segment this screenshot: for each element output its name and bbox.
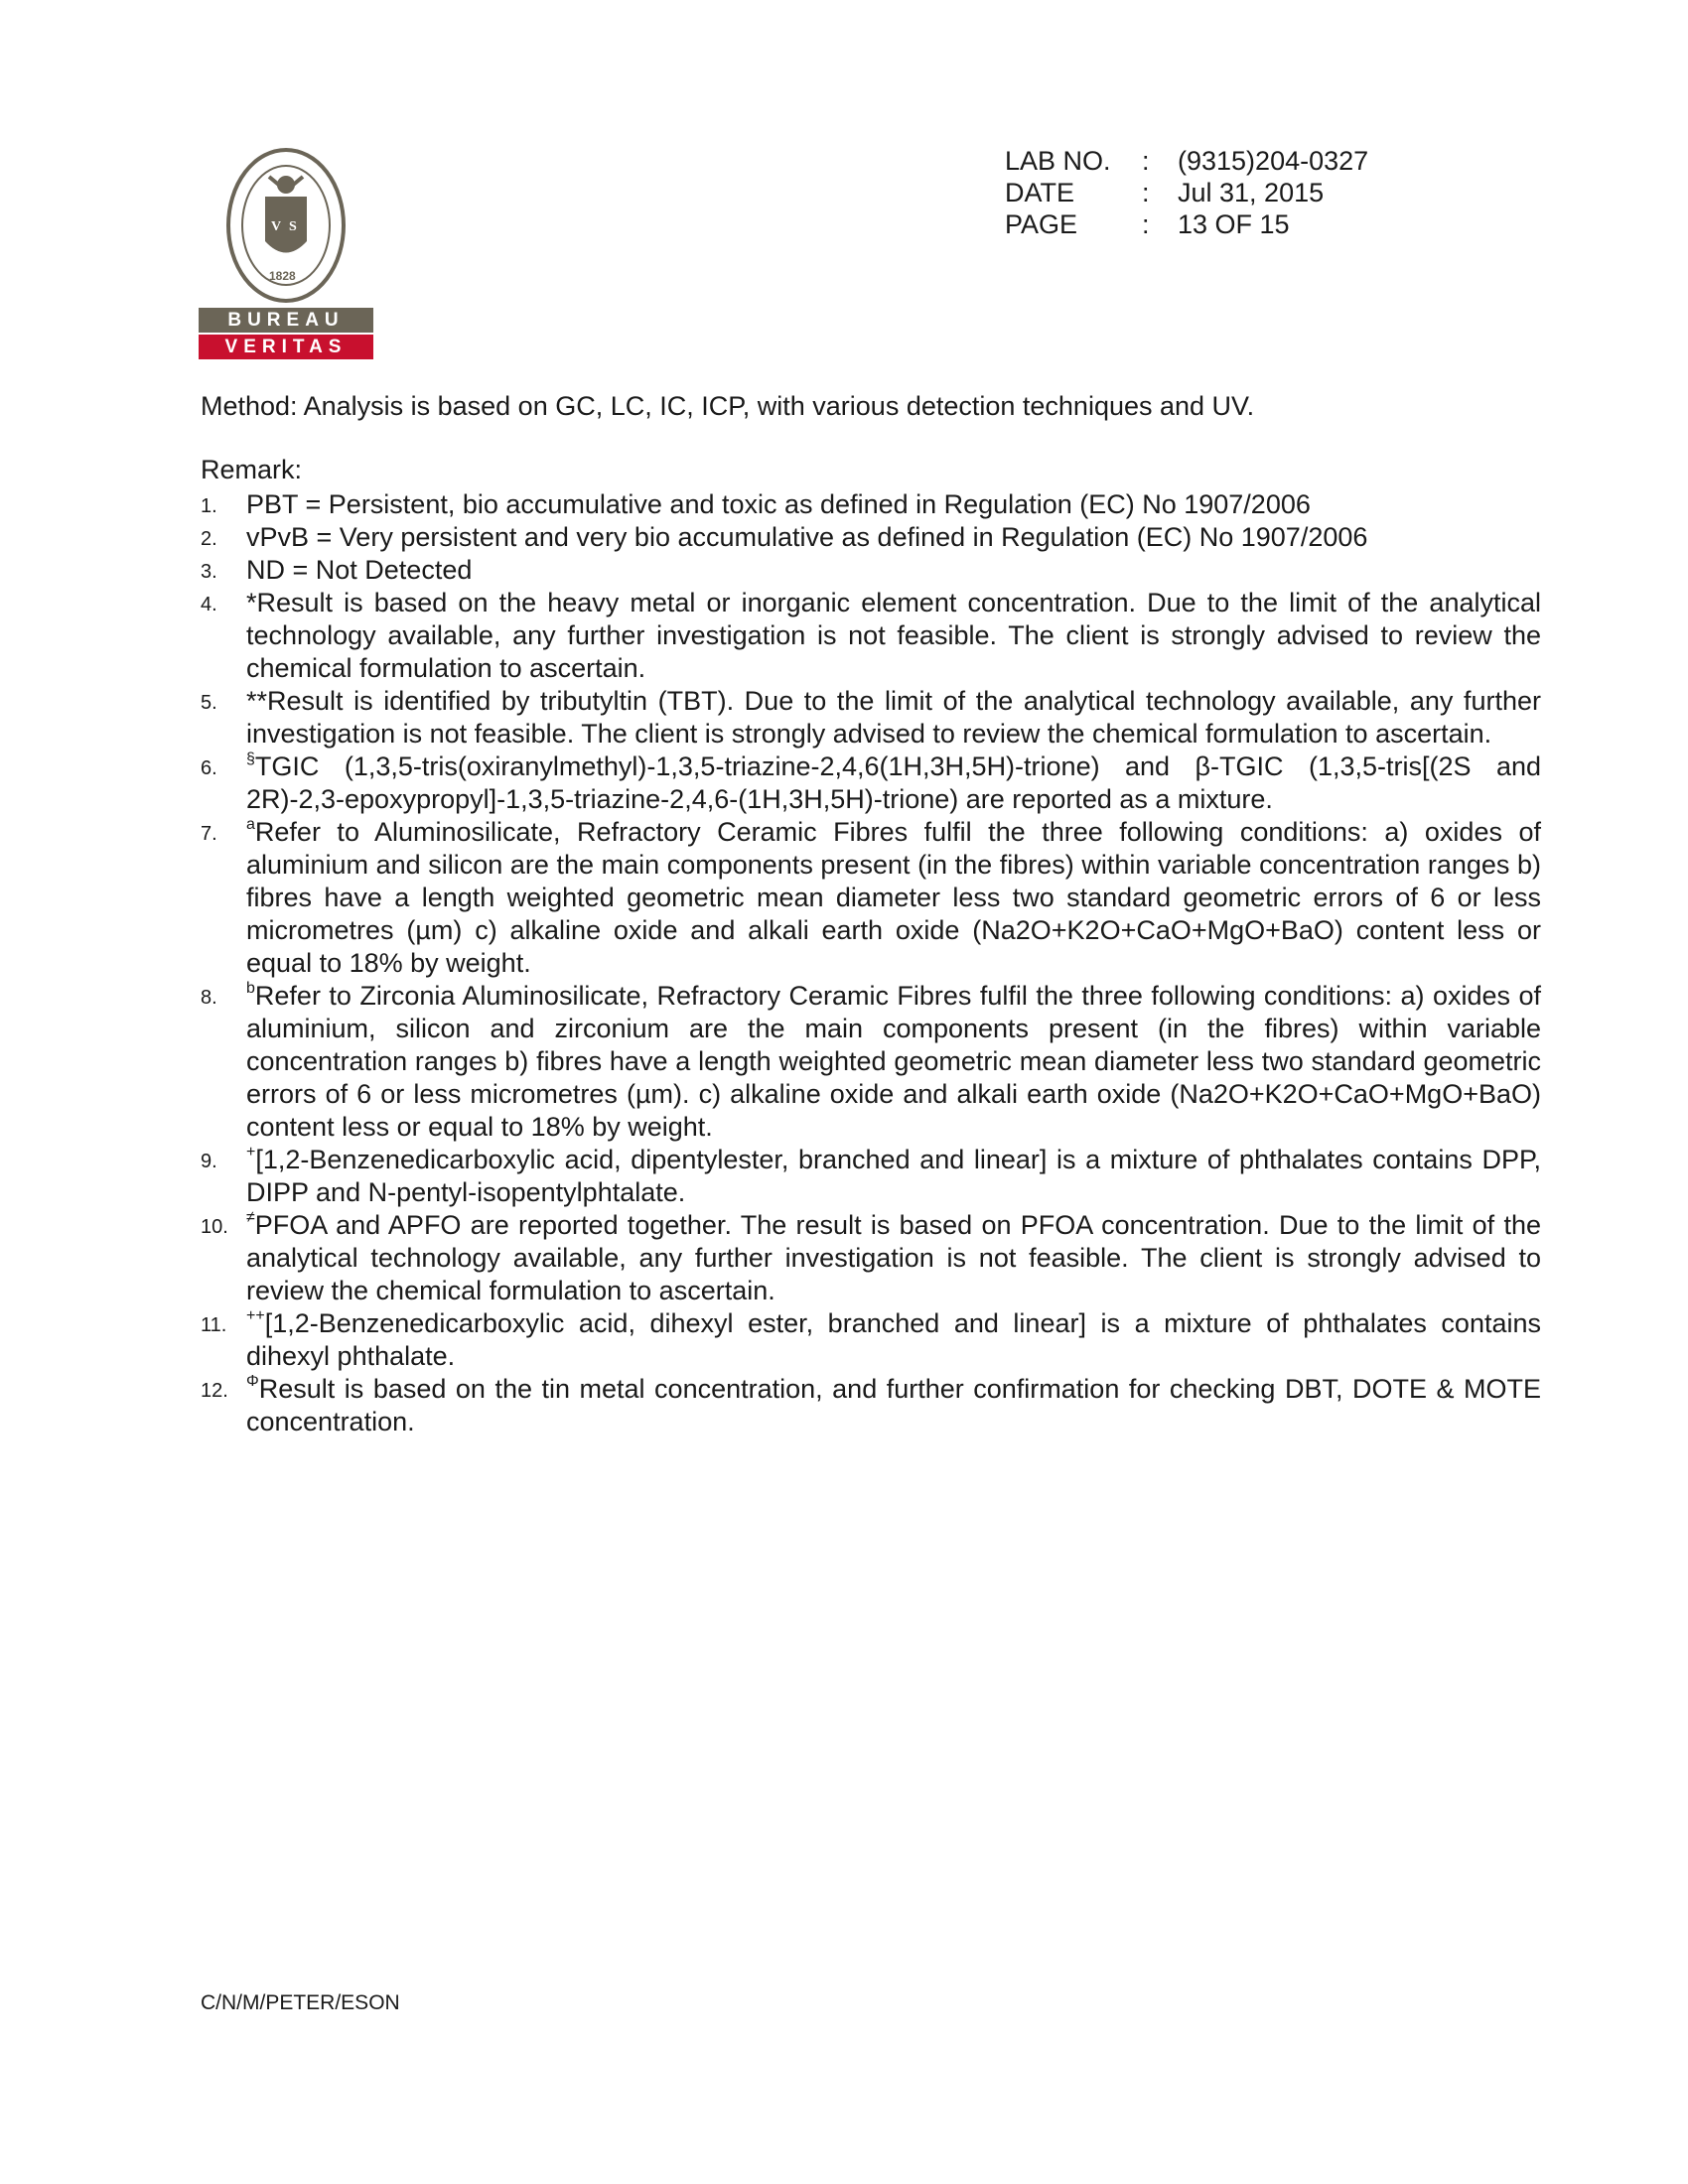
remark-number: 6. bbox=[201, 757, 217, 779]
lab-no-value: (9315)204-0327 bbox=[1178, 146, 1369, 176]
remark-text: *Result is based on the heavy metal or inorganic element concentration. Due to the limit of the analytical technology available, any further investigation is not feasible. The client is strongly advised to review the chemical formulation to ascertain. bbox=[246, 588, 1541, 683]
remark-footnote-mark: a bbox=[246, 816, 255, 833]
remark-item bbox=[201, 751, 1541, 816]
svg-text:S: S bbox=[289, 219, 297, 234]
seal-emblem-icon bbox=[225, 147, 347, 304]
remark-number: 11. bbox=[201, 1314, 227, 1336]
remark-footnote-mark: ≠ bbox=[246, 1209, 255, 1226]
remark-text: PFOA and APFO are reported together. The result is based on PFOA concentration. Due to the limit of the analytical technology available, any further investigation is not feasible. The client is strongly advised to review the chemical formulation to ascertain. bbox=[246, 1210, 1541, 1305]
remark-number: 2. bbox=[201, 528, 217, 550]
remark-item bbox=[201, 1144, 1541, 1209]
remark-item bbox=[201, 1307, 1541, 1373]
svg-text:1828: 1828 bbox=[269, 269, 296, 283]
remark-number: 4. bbox=[201, 594, 217, 615]
remark-footnote-mark: § bbox=[246, 751, 255, 767]
remarks-list bbox=[201, 488, 1541, 1438]
lab-no-separator: : bbox=[1142, 146, 1150, 176]
lab-no-row bbox=[1005, 145, 1368, 177]
remark-number: 7. bbox=[201, 823, 217, 845]
remark-number: 1. bbox=[201, 495, 217, 517]
remark-item bbox=[201, 685, 1541, 751]
remark-text: Result is based on the tin metal concentration, and further confirmation for checking DBT, DOTE & MOTE concentration. bbox=[246, 1374, 1541, 1436]
remark-item bbox=[201, 816, 1541, 980]
remark-number: 8. bbox=[201, 987, 217, 1009]
remark-item bbox=[201, 1373, 1541, 1438]
remark-text: vPvB = Very persistent and very bio accumulative as defined in Regulation (EC) No 1907/2006 bbox=[246, 522, 1368, 552]
date-value: Jul 31, 2015 bbox=[1178, 178, 1325, 207]
remark-text: PBT = Persistent, bio accumulative and toxic as defined in Regulation (EC) No 1907/2006 bbox=[246, 489, 1311, 519]
remark-text: ND = Not Detected bbox=[246, 555, 473, 585]
remark-text: TGIC (1,3,5-tris(oxiranylmethyl)-1,3,5-triazine-2,4,6(1H,3H,5H)-trione) and β-TGIC (1,3,5-tris[(2S and 2R)-2,3-epoxypropyl]-1,3,5-triazine-2,4,6-(1H,3H,5H)-trione) are reported as a mixture. bbox=[246, 751, 1541, 814]
page-row bbox=[1005, 208, 1368, 240]
remark-footnote-mark: + bbox=[246, 1144, 256, 1160]
remark-number: 3. bbox=[201, 561, 217, 583]
remark-item bbox=[201, 1209, 1541, 1307]
remark-item bbox=[201, 521, 1541, 554]
bureau-veritas-logo bbox=[199, 147, 373, 359]
remark-item bbox=[201, 554, 1541, 587]
remark-text: [1,2-Benzenedicarboxylic acid, dipentylester, branched and linear] is a mixture of phthalates contains DPP, DIPP and N-pentyl-isopentylphtalate. bbox=[246, 1145, 1541, 1207]
remark-footnote-mark: b bbox=[246, 980, 255, 997]
remark-number: 9. bbox=[201, 1151, 217, 1172]
svg-text:V: V bbox=[271, 219, 282, 234]
remark-footnote-mark: Φ bbox=[246, 1373, 259, 1390]
date-label: DATE bbox=[1005, 178, 1075, 207]
page-separator: : bbox=[1142, 209, 1150, 239]
remark-text: Refer to Zirconia Aluminosilicate, Refractory Ceramic Fibres fulfil the three following conditions: a) oxides of aluminium, silicon and zirconium are the main components present (in the fibres) within variable concentration ranges b) fibres have a length weighted geometric mean diameter less two standard geometric errors of 6 or less micrometres (µm). c) alkaline oxide and alkali earth oxide (Na2O+K2O+CaO+MgO+BaO) content less or equal to 18% by weight. bbox=[246, 981, 1541, 1142]
remark-item bbox=[201, 488, 1541, 521]
report-header-info bbox=[1005, 145, 1368, 240]
logo-band-bureau: BUREAU bbox=[199, 308, 373, 333]
remark-number: 5. bbox=[201, 692, 217, 714]
page-label: PAGE bbox=[1005, 209, 1078, 239]
method-statement: Method: Analysis is based on GC, LC, IC, ICP, with various detection techniques and UV. bbox=[201, 391, 1255, 421]
remark-number: 12. bbox=[201, 1380, 228, 1402]
remark-heading: Remark: bbox=[201, 455, 303, 484]
remark-text: Refer to Aluminosilicate, Refractory Ceramic Fibres fulfil the three following conditions: a) oxides of aluminium and silicon are the main components present (in the fibres) within variable concentration ranges b) fibres have a length weighted geometric mean diameter less two standard geometric errors of 6 or less micrometres (µm) c) alkaline oxide and alkali earth oxide (Na2O+K2O+CaO+MgO+BaO) content less or equal to 18% by weight. bbox=[246, 817, 1541, 978]
remark-text: [1,2-Benzenedicarboxylic acid, dihexyl ester, branched and linear] is a mixture of phthalates contains dihexyl phthalate. bbox=[246, 1308, 1541, 1371]
remark-number: 10. bbox=[201, 1216, 228, 1238]
footer-reference: C/N/M/PETER/ESON bbox=[201, 1991, 400, 2014]
lab-no-label: LAB NO. bbox=[1005, 146, 1111, 176]
page-value: 13 OF 15 bbox=[1178, 209, 1290, 239]
date-row bbox=[1005, 177, 1368, 208]
remark-text: **Result is identified by tributyltin (TBT). Due to the limit of the analytical technology available, any further investigation is not feasible. The client is strongly advised to review the chemical formulation to ascertain. bbox=[246, 686, 1541, 749]
remark-item bbox=[201, 587, 1541, 685]
date-separator: : bbox=[1142, 178, 1150, 207]
remark-item bbox=[201, 980, 1541, 1144]
logo-band-veritas: VERITAS bbox=[199, 335, 373, 359]
remark-footnote-mark: ++ bbox=[246, 1307, 265, 1324]
